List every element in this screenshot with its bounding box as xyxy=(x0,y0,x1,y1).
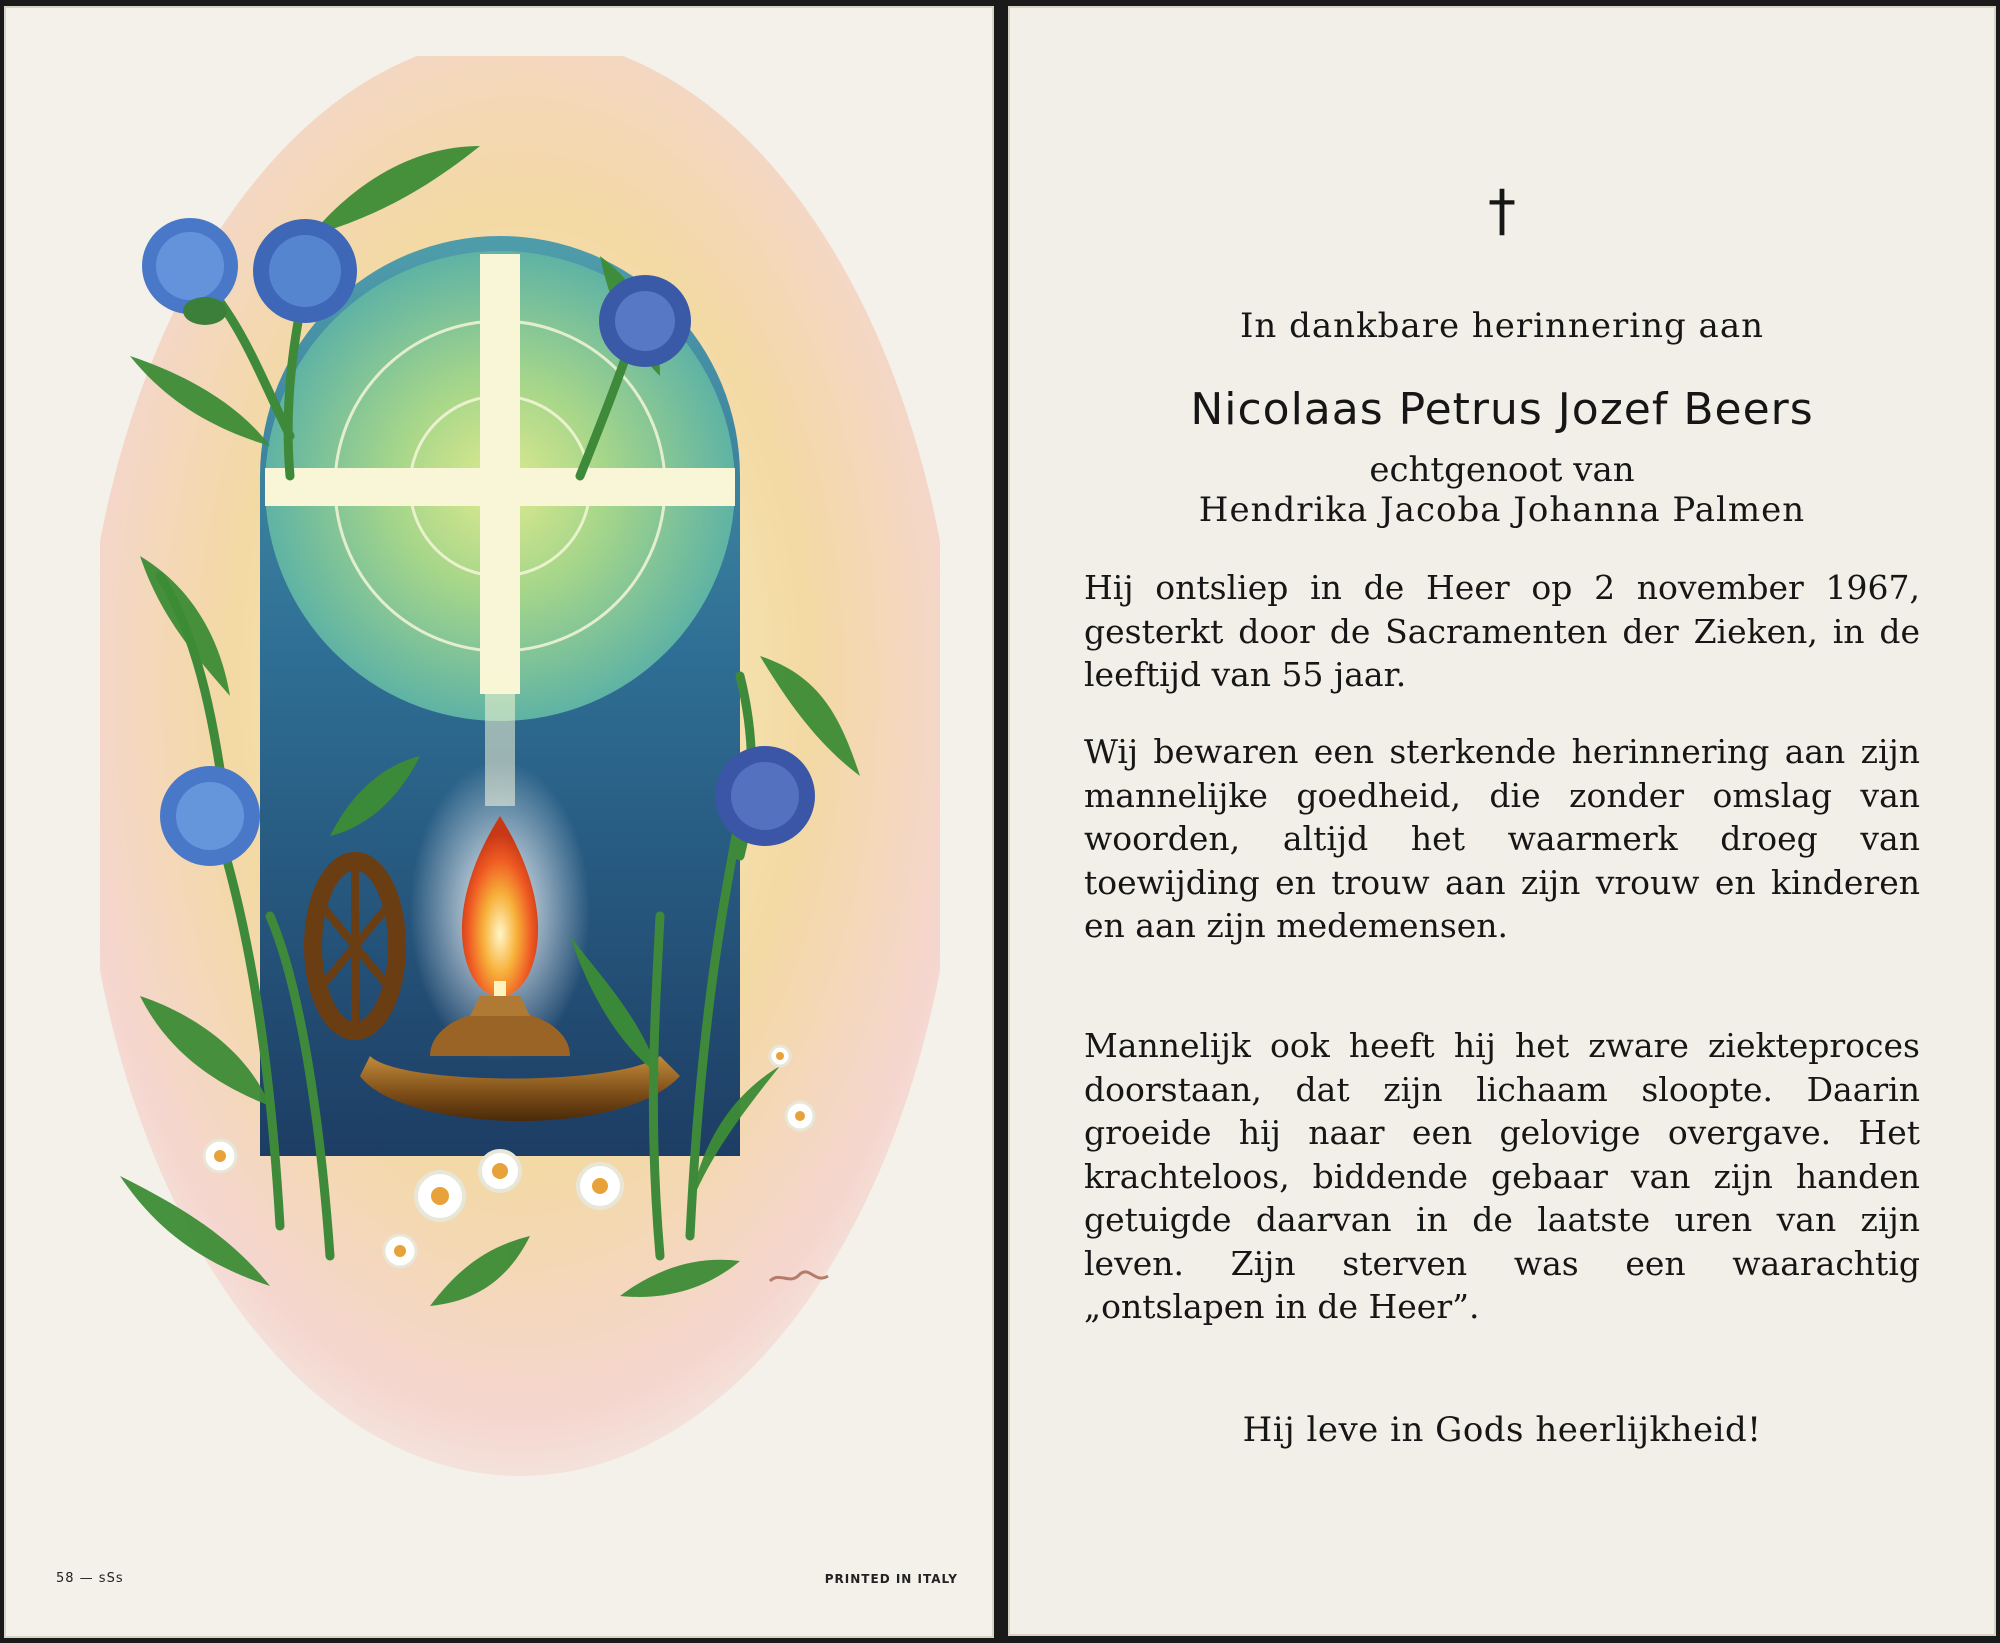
daisy-icon xyxy=(204,1140,236,1172)
thistle-icon xyxy=(599,275,691,367)
cross-horizontal xyxy=(265,468,735,506)
paragraph-illness: Mannelijk ook heeft hij het zware ziekteproces doorstaan, dat zijn lichaam sloopte. Daarin groeide hij naar een gelovige overgave. Het krachteloos, biddende gebaar van zijn handen getuigde daarvan in de laatste uren van zijn leven. Zijn sterven was een waarachtig „ontslapen in de Heer”. xyxy=(1084,1026,1920,1326)
spouse-name: Hendrika Jacoba Johanna Palmen xyxy=(1198,490,1806,530)
paragraph-death-notice: Hij ontsliep in de Heer op 2 november 1967, gesterkt door de Sacramenten der Zieken, in de leeftijd van 55 jaar. xyxy=(1084,568,1920,694)
printed-in-italy-note: PRINTED IN ITALY xyxy=(824,1572,958,1586)
paragraph-remembrance: Wij bewaren een sterkende herinnering aan zijn mannelijke goedheid, die zonder omslag van woorden, altijd het waarmerk droeg van toewijding en trouw aan zijn vrouw en kinderen en aan zijn medemensen. xyxy=(1084,732,1920,945)
thistle-icon xyxy=(253,219,357,323)
deceased-name: Nicolaas Petrus Jozef Beers xyxy=(1190,384,1814,435)
card-code: 58 — sSs xyxy=(56,1571,124,1586)
card-front xyxy=(4,6,994,1638)
daisy-icon xyxy=(480,1151,520,1191)
daisy-icon xyxy=(770,1046,790,1066)
daisy-icon xyxy=(384,1235,416,1267)
spouse-prefix: echtgenoot van xyxy=(1369,450,1635,490)
thistle-icon xyxy=(160,766,260,866)
cross-icon: † xyxy=(1488,179,1516,244)
daisy-icon xyxy=(786,1102,814,1130)
card-back xyxy=(1008,6,1996,1636)
closing-line: Hij leve in Gods heerlijkheid! xyxy=(1242,1410,1762,1450)
intro-line: In dankbare herinnering aan xyxy=(1240,306,1764,346)
illustration-svg xyxy=(100,56,940,1516)
daisy-icon xyxy=(578,1164,622,1208)
daisy-icon xyxy=(416,1172,464,1220)
devotional-illustration xyxy=(100,56,940,1516)
thistle-icon xyxy=(715,746,815,846)
